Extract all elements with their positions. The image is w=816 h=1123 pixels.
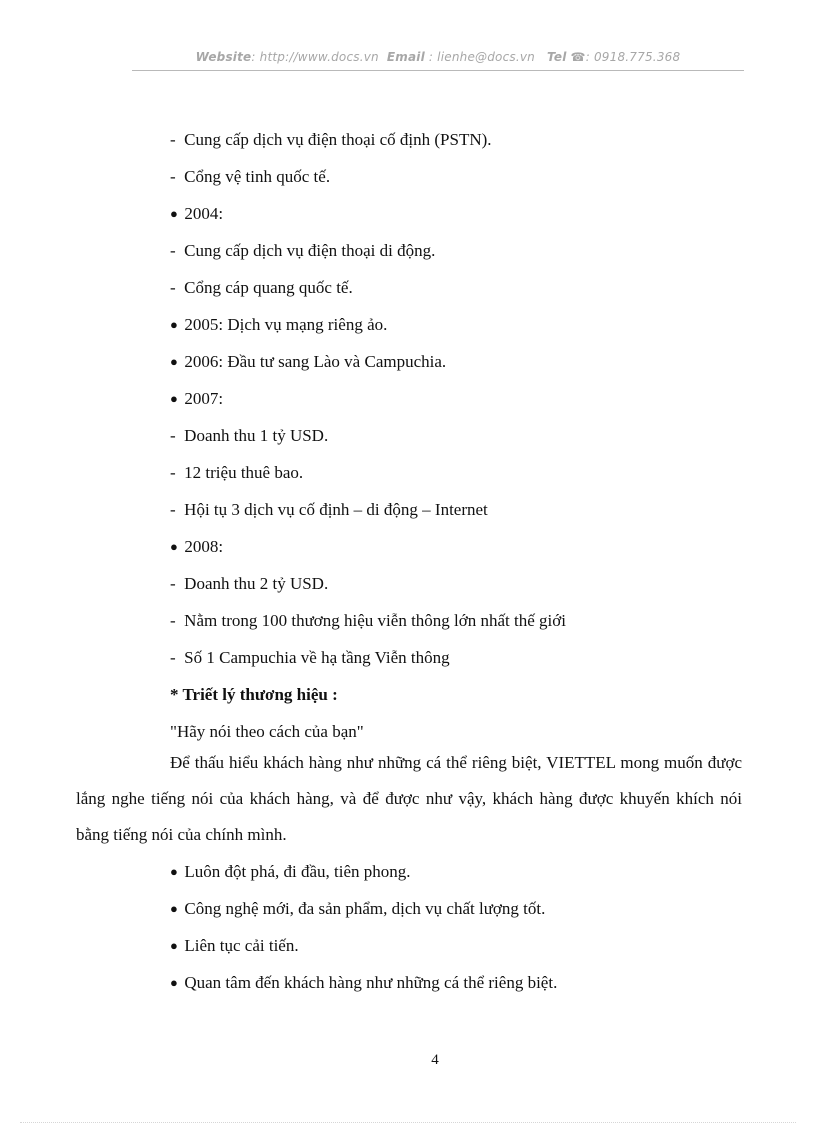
year-item: ● 2004: — [170, 195, 742, 232]
list-item: - Doanh thu 1 tỷ USD. — [170, 417, 742, 454]
section-heading: * Triết lý thương hiệu : — [170, 685, 338, 704]
slogan: "Hãy nói theo cách của bạn" — [170, 722, 364, 741]
list-item: - Cung cấp dịch vụ điện thoại di động. — [170, 232, 742, 269]
list-item: - 12 triệu thuê bao. — [170, 454, 742, 491]
year-item: ● 2007: — [170, 380, 742, 417]
year-item: ● 2008: — [170, 528, 742, 565]
list-item: - Doanh thu 2 tỷ USD. — [170, 565, 742, 602]
list-item: - Cung cấp dịch vụ điện thoại cố định (PSTN). — [170, 121, 742, 158]
values-list — [170, 853, 742, 1001]
list-item: - Cổng vệ tinh quốc tế. — [170, 158, 742, 195]
email-label: Email — [386, 50, 425, 64]
list-item: - Hội tụ 3 dịch vụ cố định – di động – Internet — [170, 491, 742, 528]
list-item: - Số 1 Campuchia về hạ tầng Viễn thông — [170, 639, 742, 676]
page-header — [132, 50, 744, 64]
history-list — [170, 121, 742, 750]
value-item: ● Liên tục cải tiến. — [170, 927, 742, 964]
value-item: ● Công nghệ mới, đa sản phẩm, dịch vụ chất lượng tốt. — [170, 890, 742, 927]
value-item: ● Luôn đột phá, đi đầu, tiên phong. — [170, 853, 742, 890]
body-paragraph: Để thấu hiểu khách hàng như những cá thể riêng biệt, VIETTEL mong muốn được lắng nghe tiếng nói của khách hàng, và để được như vậy, khách hàng được khuyến khích nói bằng tiếng nói của chính mình. — [76, 753, 742, 844]
value-item: ● Quan tâm đến khách hàng như những cá thể riêng biệt. — [170, 964, 742, 1001]
header-divider — [132, 70, 744, 71]
email-value: : lienhe@docs.vn — [428, 50, 535, 64]
list-item: - Nằm trong 100 thương hiệu viễn thông lớn nhất thế giới — [170, 602, 742, 639]
website-value: : http://www.docs.vn — [251, 50, 379, 64]
website-label: Website — [195, 50, 252, 64]
year-item: ● 2005: Dịch vụ mạng riêng ảo. — [170, 306, 742, 343]
year-item: ● 2006: Đầu tư sang Lào và Campuchia. — [170, 343, 742, 380]
phone-icon: ☎ — [570, 50, 586, 64]
tel-value: : 0918.775.368 — [585, 50, 681, 64]
page-number: 4 — [431, 1052, 439, 1068]
tel-label: Tel — [547, 50, 567, 64]
list-item: - Cổng cáp quang quốc tế. — [170, 269, 742, 306]
